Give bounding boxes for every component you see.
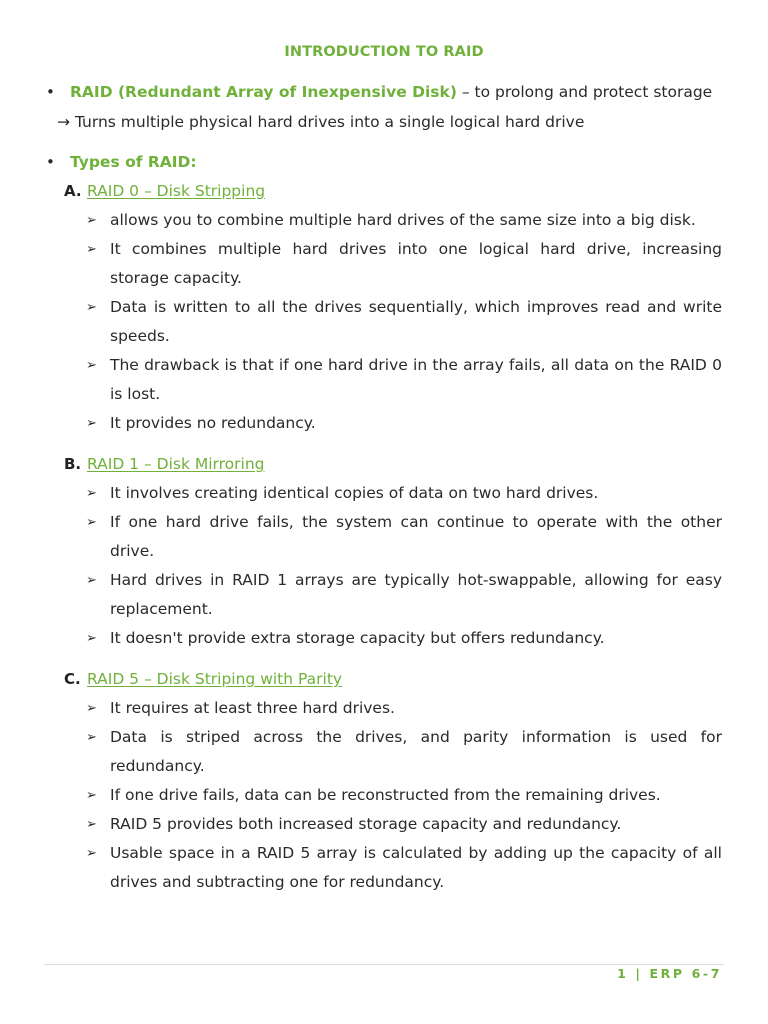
- arrow-bullet-icon: ➢: [86, 300, 97, 315]
- arrow-bullet-icon: ➢: [86, 788, 97, 803]
- list-item: ➢ RAID 5 provides both increased storage capacity and redundancy.: [86, 810, 722, 839]
- section-heading-raid-5[interactable]: RAID 5 – Disk Striping with Parity: [87, 670, 343, 688]
- section-letter: A.: [64, 182, 82, 200]
- list-item: ➢ It doesn't provide extra storage capacity but offers redundancy.: [86, 624, 722, 653]
- list-item: ➢ If one drive fails, data can be reconstructed from the remaining drives.: [86, 781, 722, 810]
- section-letter: B.: [64, 455, 82, 473]
- bullet-dot: •: [46, 153, 55, 171]
- raid-definition: [70, 78, 712, 107]
- arrow-icon: →: [57, 113, 70, 131]
- arrow-bullet-icon: ➢: [86, 416, 97, 431]
- list-item: ➢ It combines multiple hard drives into one logical hard drive, increasing storage capacity.: [86, 235, 722, 293]
- list-item: ➢ Hard drives in RAID 1 arrays are typically hot-swappable, allowing for easy replacement.: [86, 566, 722, 624]
- types-heading: Types of RAID:: [70, 153, 197, 171]
- section-heading-raid-0[interactable]: RAID 0 – Disk Stripping: [87, 182, 266, 200]
- section-heading-raid-1[interactable]: RAID 1 – Disk Mirroring: [87, 455, 265, 473]
- raid-0-list: [86, 206, 722, 438]
- bullet-dot: •: [46, 83, 55, 101]
- list-item: ➢ The drawback is that if one hard drive in the array fails, all data on the RAID 0 is lost.: [86, 351, 722, 409]
- arrow-bullet-icon: ➢: [86, 631, 97, 646]
- arrow-bullet-icon: ➢: [86, 846, 97, 861]
- arrow-bullet-icon: ➢: [86, 213, 97, 228]
- list-item: ➢ It requires at least three hard drives.: [86, 694, 722, 723]
- list-item: ➢ It involves creating identical copies of data on two hard drives.: [86, 479, 722, 508]
- arrow-bullet-icon: ➢: [86, 242, 97, 257]
- list-item: ➢ allows you to combine multiple hard drives of the same size into a big disk.: [86, 206, 722, 235]
- raid-term: RAID (Redundant Array of Inexpensive Disk): [70, 83, 457, 101]
- arrow-bullet-icon: ➢: [86, 817, 97, 832]
- arrow-bullet-icon: ➢: [86, 701, 97, 716]
- page-title: INTRODUCTION TO RAID: [284, 44, 484, 60]
- arrow-bullet-icon: ➢: [86, 486, 97, 501]
- arrow-bullet-icon: ➢: [86, 730, 97, 745]
- arrow-bullet-icon: ➢: [86, 358, 97, 373]
- raid-5-list: [86, 694, 722, 897]
- page-footer: 1 | ERP 6-7: [617, 966, 722, 981]
- list-item: ➢ If one hard drive fails, the system can continue to operate with the other drive.: [86, 508, 722, 566]
- raid-1-list: [86, 479, 722, 653]
- list-item: ➢ It provides no redundancy.: [86, 409, 722, 438]
- raid-arrow-line: [57, 108, 584, 137]
- raid-description: – to prolong and protect storage: [456, 83, 713, 101]
- list-item: ➢ Data is striped across the drives, and parity information is used for redundancy.: [86, 723, 722, 781]
- list-item: ➢ Data is written to all the drives sequentially, which improves read and write speeds.: [86, 293, 722, 351]
- arrow-bullet-icon: ➢: [86, 573, 97, 588]
- arrow-bullet-icon: ➢: [86, 515, 97, 530]
- arrow-text: Turns multiple physical hard drives into a single logical hard drive: [74, 113, 585, 131]
- section-letter: C.: [64, 670, 81, 688]
- list-item: ➢ Usable space in a RAID 5 array is calculated by adding up the capacity of all drives and subtracting one for redundancy.: [86, 839, 722, 897]
